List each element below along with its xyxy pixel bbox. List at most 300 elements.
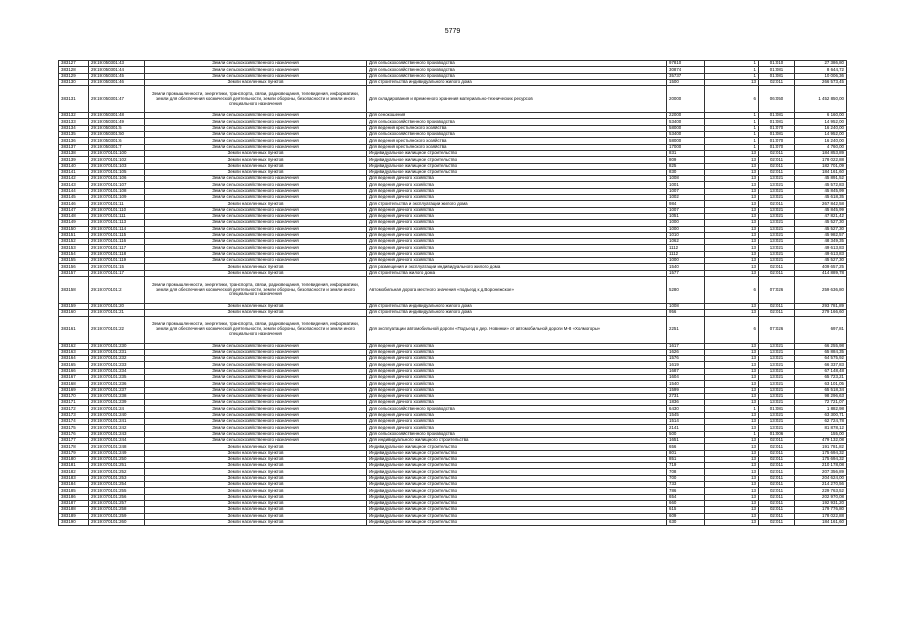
land-category-cell: Земли сельскохозяйственного назначения <box>145 61 367 67</box>
subgroup-code-cell: 02:011 <box>759 201 795 207</box>
land-category-cell: Земли населенных пунктов <box>145 494 367 500</box>
cadastral-number-cell: 29:19:050301:44 <box>89 67 145 73</box>
table-row <box>59 519 847 525</box>
cadastral-value-table <box>58 60 847 526</box>
row-number-cell: 383154 <box>59 251 89 257</box>
subgroup-code-cell: 13:021 <box>759 343 795 349</box>
cadastral-number-cell: 29:19:070101:17 <box>89 270 145 276</box>
area-cell: 5280 <box>667 276 705 303</box>
group-code-cell: 1 <box>705 61 759 67</box>
cadastral-number-cell: 29:19:070101:106 <box>89 176 145 182</box>
subgroup-code-cell: 02:011 <box>759 456 795 462</box>
land-category-cell: Земли населенных пунктов <box>145 201 367 207</box>
cadastral-value-cell: 63 101,05 <box>795 381 847 387</box>
cadastral-value-cell: 207 356,89 <box>795 469 847 475</box>
land-category-cell: Земли населенных пунктов <box>145 500 367 506</box>
permitted-use-cell: Индивидуальное жилищное строительство <box>367 513 667 519</box>
land-category-cell: Земли населенных пунктов <box>145 519 367 525</box>
row-number-cell: 383150 <box>59 226 89 232</box>
row-number-cell: 383131 <box>59 86 89 113</box>
permitted-use-cell: Для ведения дачного хозяйства <box>367 412 667 418</box>
cadastral-number-cell: 29:19:070101:24 <box>89 406 145 412</box>
group-code-cell: 13 <box>705 356 759 362</box>
subgroup-code-cell: 07:026 <box>759 276 795 303</box>
row-number-cell: 383139 <box>59 157 89 163</box>
land-category-cell: Земли сельскохозяйственного назначения <box>145 188 367 194</box>
group-code-cell: 1 <box>705 119 759 125</box>
cadastral-value-cell: 62 724,78 <box>795 419 847 425</box>
area-cell: 660 <box>667 500 705 506</box>
area-cell: 630 <box>667 519 705 525</box>
permitted-use-cell: Для ведения крестьянского хозяйства <box>367 138 667 144</box>
area-cell: 1500 <box>667 79 705 85</box>
cadastral-number-cell: 29:19:070101:110 <box>89 207 145 213</box>
cadastral-number-cell: 29:19:070101:113 <box>89 220 145 226</box>
row-number-cell: 383175 <box>59 425 89 431</box>
group-code-cell: 13 <box>705 475 759 481</box>
row-number-cell: 383134 <box>59 125 89 131</box>
subgroup-code-cell: 02:011 <box>759 270 795 276</box>
row-number-cell: 383151 <box>59 232 89 238</box>
cadastral-value-cell: 10 006,36 <box>795 73 847 79</box>
land-category-cell: Земли населенных пунктов <box>145 463 367 469</box>
area-cell: 1051 <box>667 213 705 219</box>
group-code-cell: 13 <box>705 513 759 519</box>
permitted-use-cell: Индивидуальное жилищное строительство <box>367 507 667 513</box>
group-code-cell: 13 <box>705 425 759 431</box>
permitted-use-cell: Индивидуальное жилищное строительство <box>367 450 667 456</box>
subgroup-code-cell: 02:011 <box>759 150 795 156</box>
cadastral-number-cell: 29:19:050301:49 <box>89 119 145 125</box>
cadastral-number-cell: 29:19:070101:259 <box>89 513 145 519</box>
row-number-cell: 383167 <box>59 374 89 380</box>
table-row <box>59 276 847 303</box>
subgroup-code-cell: 02:011 <box>759 463 795 469</box>
cadastral-number-cell: 29:19:070101:100 <box>89 150 145 156</box>
cadastral-number-cell: 29:19:070101:118 <box>89 251 145 257</box>
permitted-use-cell: Индивидуальное жилищное строительство <box>367 494 667 500</box>
group-code-cell: 13 <box>705 188 759 194</box>
group-code-cell: 13 <box>705 463 759 469</box>
permitted-use-cell: Для строительства индивидуального жилого дома <box>367 303 667 309</box>
cadastral-value-cell: 409 657,25 <box>795 264 847 270</box>
land-category-cell: Земли сельскохозяйственного назначения <box>145 176 367 182</box>
row-number-cell: 383171 <box>59 400 89 406</box>
permitted-use-cell: Для ведения дачного хозяйства <box>367 343 667 349</box>
subgroup-code-cell: 02:011 <box>759 163 795 169</box>
cadastral-number-cell: 29:19:070101:2 <box>89 276 145 303</box>
cadastral-value-cell: 697,81 <box>795 316 847 343</box>
subgroup-code-cell: 13:021 <box>759 381 795 387</box>
cadastral-number-cell: 29:19:070101:115 <box>89 232 145 238</box>
permitted-use-cell: Индивидуальное жилищное строительство <box>367 469 667 475</box>
cadastral-number-cell: 29:19:070101:236 <box>89 381 145 387</box>
area-cell: 58000 <box>667 138 705 144</box>
land-category-cell: Земли сельскохозяйственного назначения <box>145 138 367 144</box>
cadastral-number-cell: 29:19:050301:43 <box>89 61 145 67</box>
permitted-use-cell: Для строительства и эксплуатации жилого дома <box>367 201 667 207</box>
row-number-cell: 383155 <box>59 258 89 264</box>
area-cell: 1599 <box>667 387 705 393</box>
cadastral-value-cell: 65 723,21 <box>795 374 847 380</box>
cadastral-number-cell: 29:19:070101:109 <box>89 195 145 201</box>
land-category-cell: Земли населенных пунктов <box>145 475 367 481</box>
area-cell: 1010 <box>667 232 705 238</box>
row-number-cell: 383133 <box>59 119 89 125</box>
area-cell: 1514 <box>667 419 705 425</box>
land-category-cell: Земли сельскохозяйственного назначения <box>145 207 367 213</box>
row-number-cell: 383141 <box>59 169 89 175</box>
cadastral-number-cell: 29:19:070101:244 <box>89 437 145 443</box>
permitted-use-cell: Для ведения дачного хозяйства <box>367 374 667 380</box>
row-number-cell: 383184 <box>59 482 89 488</box>
permitted-use-cell: Для сельскохозяйственного производства <box>367 73 667 79</box>
subgroup-code-cell: 13:021 <box>759 220 795 226</box>
area-cell: 1577 <box>667 270 705 276</box>
row-number-cell: 383138 <box>59 150 89 156</box>
group-code-cell: 1 <box>705 406 759 412</box>
group-code-cell: 13 <box>705 176 759 182</box>
subgroup-code-cell: 01:006 <box>759 431 795 437</box>
permitted-use-cell: Для ведения дачного хозяйства <box>367 258 667 264</box>
permitted-use-cell: Для ведения дачного хозяйства <box>367 226 667 232</box>
cadastral-value-cell: 182 701,09 <box>795 163 847 169</box>
cadastral-value-cell: 479 132,08 <box>795 437 847 443</box>
subgroup-code-cell: 13:021 <box>759 176 795 182</box>
cadastral-value-cell: 175 694,32 <box>795 450 847 456</box>
land-category-cell: Земли сельскохозяйственного назначения <box>145 393 367 399</box>
area-cell: 733 <box>667 482 705 488</box>
cadastral-number-cell: 29:19:050301:50 <box>89 132 145 138</box>
permitted-use-cell: Для эксплуатации автомобильной дороги «Подъезд к дер. Новинки» от автомобильной дороги М-8 «Холмогоры» <box>367 316 667 343</box>
cadastral-value-cell: 191 781,82 <box>795 444 847 450</box>
group-code-cell: 13 <box>705 157 759 163</box>
cadastral-number-cell: 29:19:070101:256 <box>89 494 145 500</box>
land-category-cell: Земли сельскохозяйственного назначения <box>145 343 367 349</box>
row-number-cell: 383129 <box>59 73 89 79</box>
area-cell: 1062 <box>667 239 705 245</box>
permitted-use-cell: Для складирования и временного хранения материально-технических ресурсов <box>367 86 667 113</box>
permitted-use-cell: Для ведения крестьянского хозяйства <box>367 144 667 150</box>
permitted-use-cell: Индивидуальное жилищное строительство <box>367 157 667 163</box>
cadastral-value-cell: 175 694,32 <box>795 456 847 462</box>
group-code-cell: 13 <box>705 450 759 456</box>
cadastral-value-cell: 184 853,89 <box>795 150 847 156</box>
land-category-cell: Земли сельскохозяйственного назначения <box>145 239 367 245</box>
subgroup-code-cell: 13:021 <box>759 239 795 245</box>
cadastral-value-cell: 214 270,56 <box>795 482 847 488</box>
permitted-use-cell: Для индивидуального жилищного строительства <box>367 437 667 443</box>
row-number-cell: 383127 <box>59 61 89 67</box>
cadastral-number-cell: 29:19:070101:11 <box>89 201 145 207</box>
permitted-use-cell: Индивидуальное жилищное строительство <box>367 463 667 469</box>
subgroup-code-cell: 02:011 <box>759 482 795 488</box>
cadastral-value-cell: 1 452 850,00 <box>795 86 847 113</box>
cadastral-number-cell: 29:19:070101:234 <box>89 368 145 374</box>
land-category-cell: Земли сельскохозяйственного назначения <box>145 425 367 431</box>
group-code-cell: 13 <box>705 220 759 226</box>
cadastral-number-cell: 29:19:070101:251 <box>89 463 145 469</box>
area-cell: 809 <box>667 157 705 163</box>
area-cell: 851 <box>667 456 705 462</box>
cadastral-number-cell: 29:19:070101:252 <box>89 469 145 475</box>
group-code-cell: 13 <box>705 412 759 418</box>
row-number-cell: 383161 <box>59 316 89 343</box>
cadastral-number-cell: 29:19:070101:257 <box>89 500 145 506</box>
cadastral-number-cell: 29:19:070101:240 <box>89 412 145 418</box>
area-cell: 984 <box>667 201 705 207</box>
subgroup-code-cell: 06:050 <box>759 86 795 113</box>
land-category-cell: Земли промышленности, энергетики, транспорта, связи, радиовещания, телевидения, информатики, земли для обеспечения космической деятельности, земли обороны, безопасности и земли иного специального назначения <box>145 276 367 303</box>
area-cell: 2251 <box>667 316 705 343</box>
area-cell: 1651 <box>667 437 705 443</box>
cadastral-value-cell: 45 527,30 <box>795 226 847 232</box>
group-code-cell: 1 <box>705 138 759 144</box>
area-cell: 2141 <box>667 425 705 431</box>
row-number-cell: 383187 <box>59 500 89 506</box>
land-category-cell: Земли населенных пунктов <box>145 157 367 163</box>
row-number-cell: 383160 <box>59 310 89 316</box>
cadastral-number-cell: 29:19:070101:20 <box>89 303 145 309</box>
subgroup-code-cell: 13:021 <box>759 425 795 431</box>
group-code-cell: 13 <box>705 400 759 406</box>
permitted-use-cell: Индивидуальное жилищное строительство <box>367 163 667 169</box>
subgroup-code-cell: 13:021 <box>759 400 795 406</box>
row-number-cell: 383172 <box>59 406 89 412</box>
group-code-cell: 13 <box>705 232 759 238</box>
cadastral-value-cell: 72 721,07 <box>795 400 847 406</box>
cadastral-number-cell: 29:19:070101:105 <box>89 169 145 175</box>
row-number-cell: 383165 <box>59 362 89 368</box>
cadastral-value-cell: 178 022,88 <box>795 157 847 163</box>
land-category-cell: Земли сельскохозяйственного назначения <box>145 144 367 150</box>
group-code-cell: 13 <box>705 201 759 207</box>
cadastral-value-cell: 45 845,99 <box>795 188 847 194</box>
row-number-cell: 383147 <box>59 207 89 213</box>
area-cell: 1002 <box>667 195 705 201</box>
area-cell: 700 <box>667 475 705 481</box>
subgroup-code-cell: 02:011 <box>759 507 795 513</box>
area-cell: 1000 <box>667 258 705 264</box>
row-number-cell: 383149 <box>59 220 89 226</box>
cadastral-number-cell: 29:19:070101:21 <box>89 310 145 316</box>
cadastral-value-cell: 67 148,48 <box>795 368 847 374</box>
permitted-use-cell: Для сельскохозяйственного производства <box>367 132 667 138</box>
row-number-cell: 383130 <box>59 79 89 85</box>
area-cell: 801 <box>667 450 705 456</box>
area-cell: 97810 <box>667 61 705 67</box>
subgroup-code-cell: 02:011 <box>759 264 795 270</box>
land-category-cell: Земли населенных пунктов <box>145 456 367 462</box>
cadastral-value-cell: 229 763,52 <box>795 488 847 494</box>
subgroup-code-cell: 13:021 <box>759 362 795 368</box>
land-category-cell: Земли сельскохозяйственного назначения <box>145 258 367 264</box>
group-code-cell: 13 <box>705 387 759 393</box>
area-cell: 53400 <box>667 132 705 138</box>
land-category-cell: Земли сельскохозяйственного назначения <box>145 245 367 251</box>
cadastral-value-cell: 66 337,83 <box>795 362 847 368</box>
cadastral-number-cell: 29:19:070101:116 <box>89 239 145 245</box>
group-code-cell: 13 <box>705 368 759 374</box>
cadastral-value-cell: 14 952,00 <box>795 119 847 125</box>
page-number: 5779 <box>444 28 461 35</box>
cadastral-value-cell: 4 760,00 <box>795 144 847 150</box>
permitted-use-cell: Для ведения дачного хозяйства <box>367 425 667 431</box>
permitted-use-cell: Индивидуальное жилищное строительство <box>367 169 667 175</box>
subgroup-code-cell: 02:011 <box>759 519 795 525</box>
group-code-cell: 13 <box>705 207 759 213</box>
cadastral-number-cell: 29:19:050301:6 <box>89 138 145 144</box>
area-cell: 1008 <box>667 176 705 182</box>
permitted-use-cell: Для ведения дачного хозяйства <box>367 207 667 213</box>
area-cell: 6430 <box>667 406 705 412</box>
cadastral-number-cell: 29:19:070101:238 <box>89 393 145 399</box>
cadastral-value-cell: 1 882,98 <box>795 406 847 412</box>
row-number-cell: 383163 <box>59 349 89 355</box>
row-number-cell: 383162 <box>59 343 89 349</box>
permitted-use-cell: Для ведения дачного хозяйства <box>367 232 667 238</box>
row-number-cell: 383168 <box>59 381 89 387</box>
area-cell: 656 <box>667 444 705 450</box>
cadastral-value-cell: 414 889,78 <box>795 270 847 276</box>
cadastral-number-cell: 29:19:070101:15 <box>89 264 145 270</box>
land-category-cell: Земли сельскохозяйственного назначения <box>145 406 367 412</box>
cadastral-number-cell: 29:19:070101:102 <box>89 157 145 163</box>
permitted-use-cell: Для сельскохозяйственного производства <box>367 431 667 437</box>
cadastral-value-cell: 179 776,80 <box>795 507 847 513</box>
row-number-cell: 383189 <box>59 513 89 519</box>
area-cell: 719 <box>667 463 705 469</box>
cadastral-number-cell: 29:19:070101:241 <box>89 419 145 425</box>
group-code-cell: 1 <box>705 113 759 119</box>
cadastral-number-cell: 29:19:070101:249 <box>89 450 145 456</box>
subgroup-code-cell: 13:021 <box>759 182 795 188</box>
land-category-cell: Земли населенных пунктов <box>145 488 367 494</box>
row-number-cell: 383185 <box>59 488 89 494</box>
permitted-use-cell: Для ведения дачного хозяйства <box>367 387 667 393</box>
cadastral-value-cell: 267 842,58 <box>795 201 847 207</box>
row-number-cell: 383179 <box>59 450 89 456</box>
subgroup-code-cell: 02:011 <box>759 310 795 316</box>
permitted-use-cell: Для сенокошения <box>367 113 667 119</box>
subgroup-code-cell: 13:021 <box>759 349 795 355</box>
group-code-cell: 13 <box>705 456 759 462</box>
cadastral-value-cell: 16 240,00 <box>795 138 847 144</box>
row-number-cell: 383137 <box>59 144 89 150</box>
cadastral-number-cell: 29:19:070101:250 <box>89 456 145 462</box>
land-category-cell: Земли сельскохозяйственного назначения <box>145 213 367 219</box>
cadastral-value-cell: 47 821,42 <box>795 213 847 219</box>
cadastral-value-cell: 64 575,92 <box>795 356 847 362</box>
land-category-cell: Земли сельскохозяйственного назначения <box>145 119 367 125</box>
cadastral-value-cell: 279 166,60 <box>795 310 847 316</box>
land-category-cell: Земли населенных пунктов <box>145 482 367 488</box>
cadastral-number-cell: 29:19:070101:254 <box>89 482 145 488</box>
row-number-cell: 383156 <box>59 264 89 270</box>
cadastral-value-cell: 266 573,45 <box>795 79 847 85</box>
subgroup-code-cell: 13:021 <box>759 245 795 251</box>
permitted-use-cell: Для ведения дачного хозяйства <box>367 245 667 251</box>
cadastral-value-cell: 65 518,34 <box>795 387 847 393</box>
land-category-cell: Земли сельскохозяйственного назначения <box>145 437 367 443</box>
group-code-cell: 1 <box>705 132 759 138</box>
row-number-cell: 383183 <box>59 475 89 481</box>
permitted-use-cell: Индивидуальное жилищное строительство <box>367 150 667 156</box>
land-category-cell: Земли населенных пунктов <box>145 513 367 519</box>
permitted-use-cell: Для ведения дачного хозяйства <box>367 176 667 182</box>
permitted-use-cell: Индивидуальное жилищное строительство <box>367 475 667 481</box>
land-category-cell: Земли сельскохозяйственного назначения <box>145 226 367 232</box>
area-cell: 2731 <box>667 393 705 399</box>
cadastral-value-cell: 178 022,88 <box>795 513 847 519</box>
group-code-cell: 13 <box>705 374 759 380</box>
cadastral-value-cell: 45 618,35 <box>795 195 847 201</box>
group-code-cell: 13 <box>705 226 759 232</box>
cadastral-value-cell: 204 624,00 <box>795 475 847 481</box>
cadastral-number-cell: 29:19:070101:117 <box>89 245 145 251</box>
row-number-cell: 383128 <box>59 67 89 73</box>
area-cell: 35737 <box>667 73 705 79</box>
cadastral-number-cell: 29:19:070101:230 <box>89 343 145 349</box>
group-code-cell: 6 <box>705 276 759 303</box>
group-code-cell: 13 <box>705 381 759 387</box>
row-number-cell: 383190 <box>59 519 89 525</box>
cadastral-value-cell: 65 884,35 <box>795 349 847 355</box>
permitted-use-cell: Для ведения дачного хозяйства <box>367 362 667 368</box>
group-code-cell: 13 <box>705 519 759 525</box>
group-code-cell: 13 <box>705 245 759 251</box>
subgroup-code-cell: 01:070 <box>759 144 795 150</box>
land-category-cell: Земли сельскохозяйственного назначения <box>145 125 367 131</box>
row-number-cell: 383169 <box>59 387 89 393</box>
group-code-cell: 13 <box>705 362 759 368</box>
cadastral-number-cell: 29:19:070101:103 <box>89 163 145 169</box>
permitted-use-cell: Для ведения дачного хозяйства <box>367 188 667 194</box>
subgroup-code-cell: 02:011 <box>759 475 795 481</box>
row-number-cell: 383140 <box>59 163 89 169</box>
land-category-cell: Земли населенных пунктов <box>145 79 367 85</box>
area-cell: 17000 <box>667 144 705 150</box>
cadastral-value-cell: 66 255,98 <box>795 343 847 349</box>
group-code-cell: 13 <box>705 258 759 264</box>
cadastral-number-cell: 29:19:070101:235 <box>89 374 145 380</box>
cadastral-number-cell: 29:19:070101:255 <box>89 488 145 494</box>
area-cell: 956 <box>667 310 705 316</box>
area-cell: 708 <box>667 469 705 475</box>
cadastral-value-cell: 48 349,35 <box>795 239 847 245</box>
cadastral-number-cell: 29:19:070101:239 <box>89 400 145 406</box>
row-number-cell: 383164 <box>59 356 89 362</box>
row-number-cell: 383158 <box>59 276 89 303</box>
group-code-cell: 1 <box>705 125 759 131</box>
area-cell: 786 <box>667 488 705 494</box>
cadastral-value-cell: 184 161,60 <box>795 169 847 175</box>
subgroup-code-cell: 02:011 <box>759 450 795 456</box>
row-number-cell: 383157 <box>59 270 89 276</box>
cadastral-number-cell: 29:19:070101:260 <box>89 519 145 525</box>
group-code-cell: 13 <box>705 303 759 309</box>
subgroup-code-cell: 13:021 <box>759 412 795 418</box>
subgroup-code-cell: 02:011 <box>759 444 795 450</box>
row-number-cell: 383188 <box>59 507 89 513</box>
row-number-cell: 383144 <box>59 188 89 194</box>
subgroup-code-cell: 02:011 <box>759 303 795 309</box>
permitted-use-cell: Для сельскохозяйственного производства <box>367 61 667 67</box>
cadastral-value-cell: 6 160,00 <box>795 113 847 119</box>
area-cell: 654 <box>667 494 705 500</box>
permitted-use-cell: Индивидуальное жилищное строительство <box>367 482 667 488</box>
area-cell: 1540 <box>667 264 705 270</box>
